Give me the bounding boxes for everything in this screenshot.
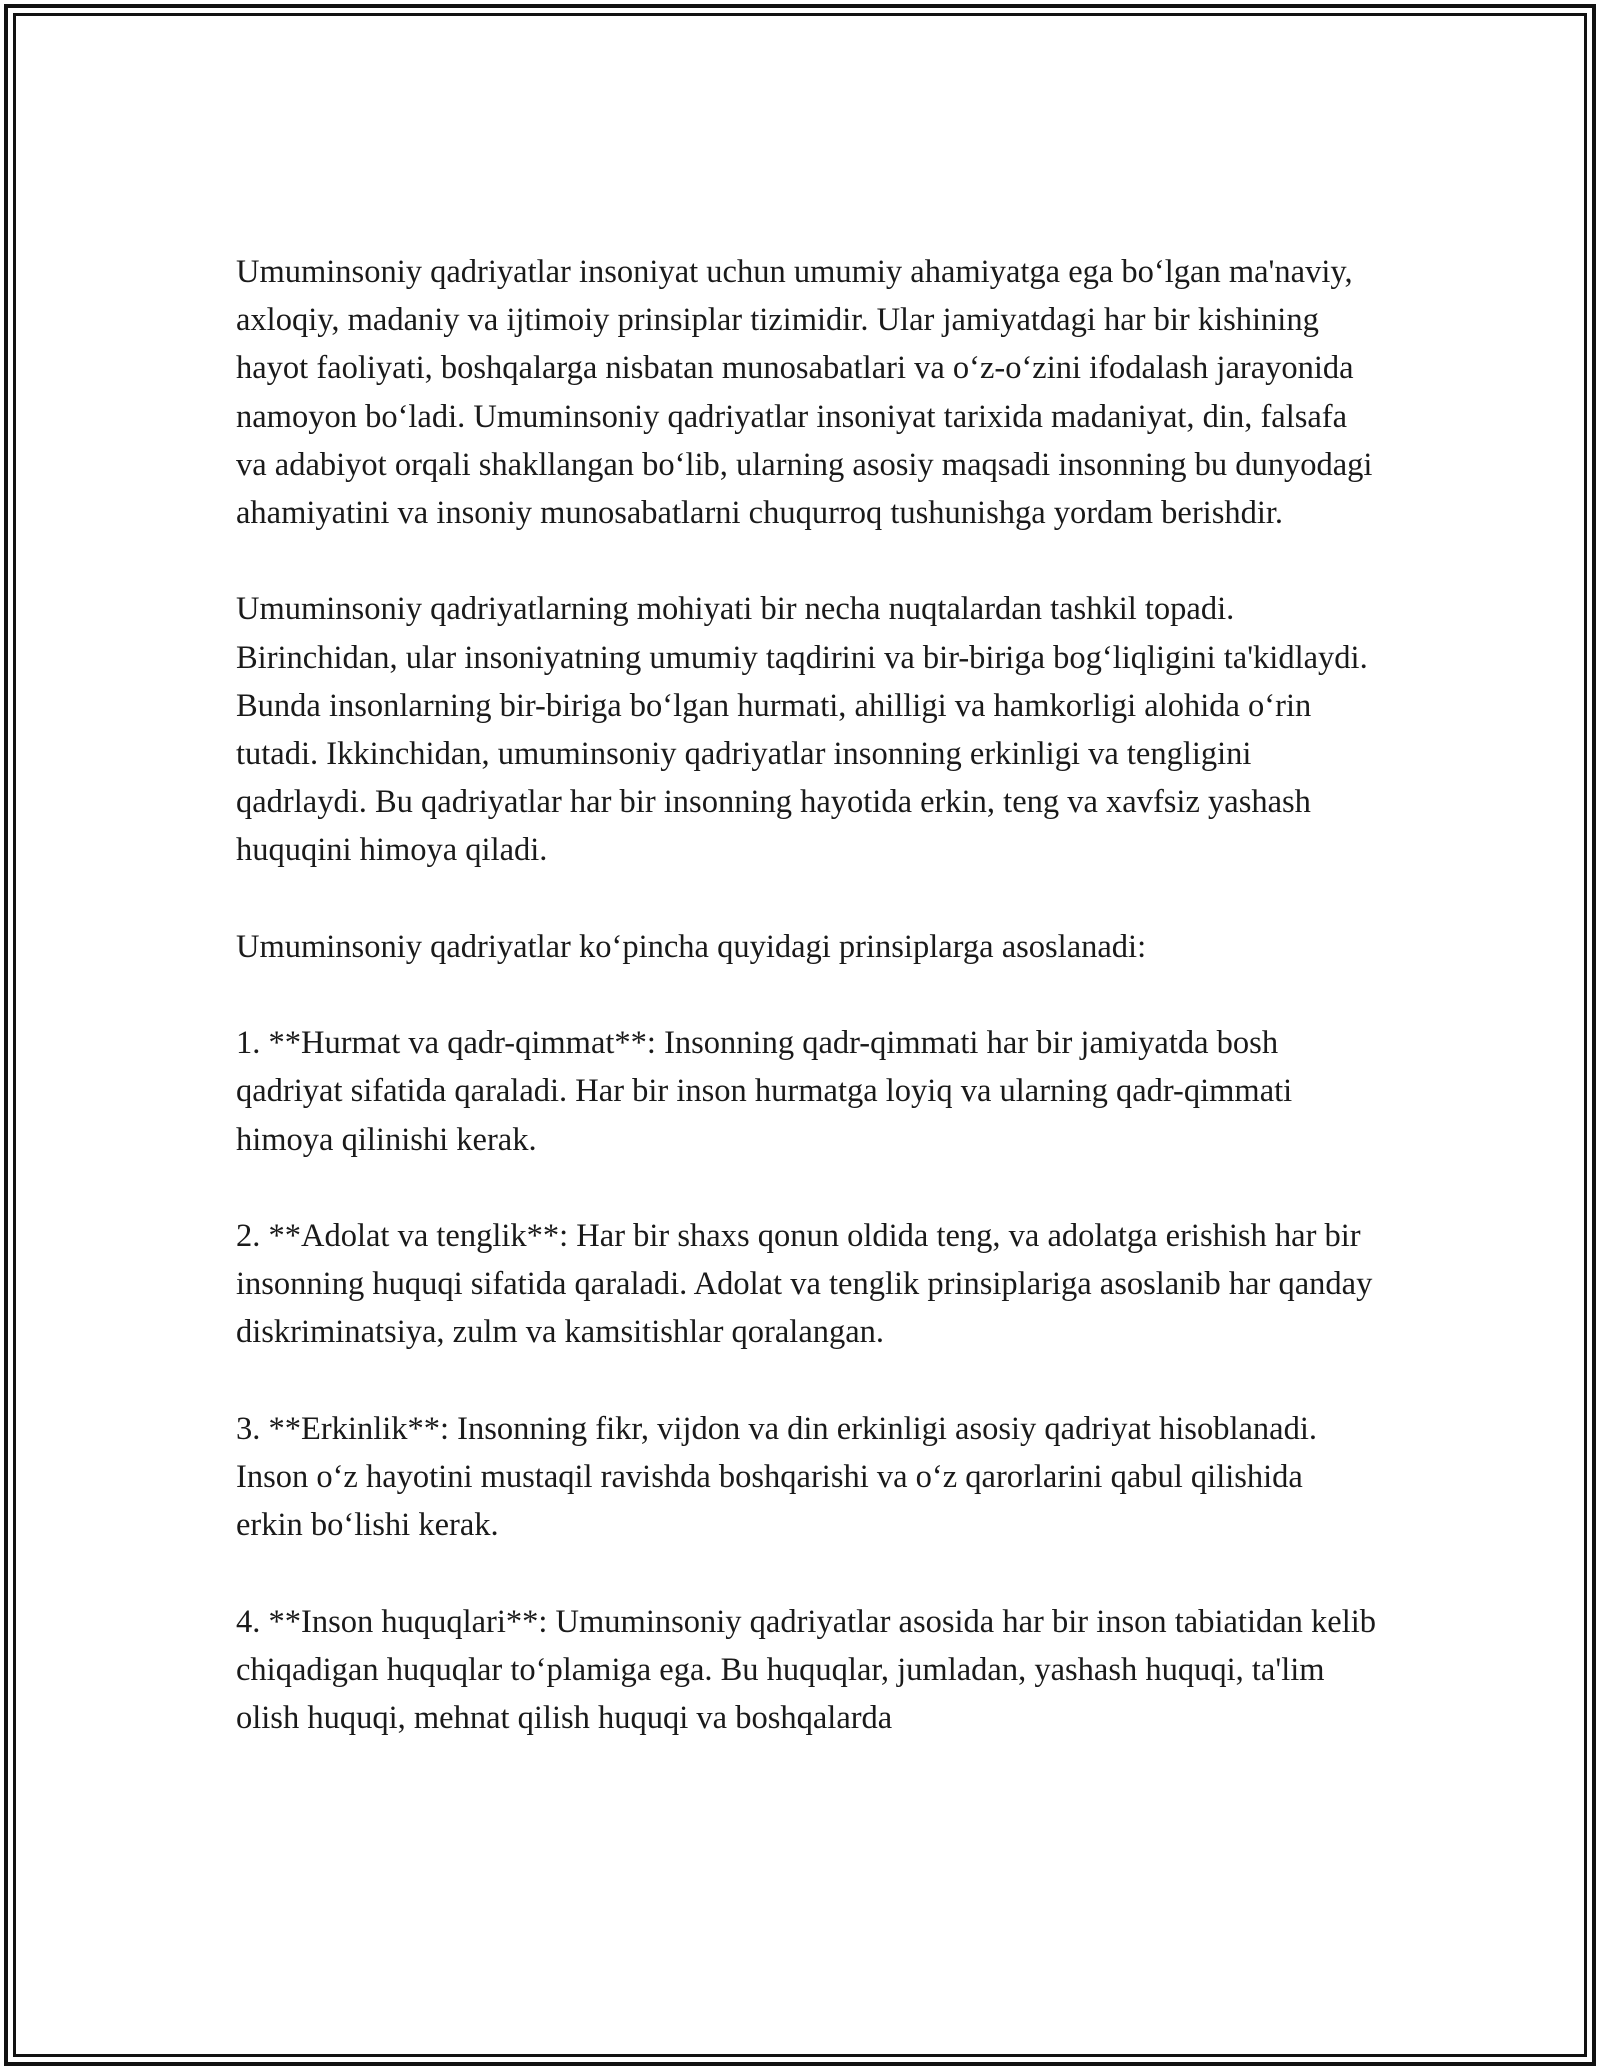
- list-item-justice-equality: 2. **Adolat va tenglik**: Har bir shaxs qonun oldida teng, va adolatga erishish har bir insonning huquqi sifatida qaraladi. Adolat va tenglik prinsiplariga asoslanib har qanday diskriminatsiya, zulm va kamsitishlar qoralangan.: [236, 1218, 1373, 1351]
- list-item-respect-dignity: 1. **Hurmat va qadr-qimmat**: Insonning qadr-qimmati har bir jamiyatda bosh qadriyat sifatida qaraladi. Har bir inson hurmatga loyiq va ularning qadr-qimmati himoya qilinishi kerak.: [236, 1025, 1293, 1158]
- document-body: [236, 248, 1376, 1790]
- list-item-freedom: 3. **Erkinlik**: Insonning fikr, vijdon va din erkinligi asosiy qadriyat hisoblanadi. Inson o‘z hayotini mustaqil ravishda boshqarishi va o‘z qarorlarini qabul qilishida erkin bo‘lishi kerak.: [236, 1410, 1317, 1544]
- paragraph-intro: Umuminsoniy qadriyatlar insoniyat uchun umumiy ahamiyatga ega bo‘lgan ma'naviy, axloqiy, madaniy va ijtimoiy prinsiplar tizimidir. Ular jamiyatdagi har bir kishining hayot faoliyati, boshqalarga nisbatan munosabatlari va o‘z-o‘zini ifodalash jarayonida namoyon bo‘ladi. Umuminsoniy qadriyatlar insoniyat tarixida madaniyat, din, falsafa va adabiyot orqali shakllangan bo‘lib, ularning asosiy maqsadi insonning bu dunyodagi ahamiyatini va insoniy munosabatlarni chuqurroq tushunishga yordam berishdir.: [236, 254, 1373, 532]
- paragraph-essence: Umuminsoniy qadriyatlarning mohiyati bir necha nuqtalardan tashkil topadi. Birinchidan, ular insoniyatning umumiy taqdirini va bir-biriga bog‘liqligini ta'kidlaydi. Bunda insonlarning bir-biriga bo‘lgan hurmati, ahilligi va hamkorligi alohida o‘rin tutadi. Ikkinchidan, umuminsoniy qadriyatlar insonning erkinligi va tengligini qadrlaydi. Bu qadriyatlar har bir insonning hayotida erkin, teng va xavfsiz yashash huquqini himoya qiladi.: [236, 591, 1368, 869]
- paragraph-principles-lead: Umuminsoniy qadriyatlar ko‘pincha quyidagi prinsiplarga asoslanadi:: [236, 928, 1147, 965]
- list-item-human-rights: 4. **Inson huquqlari**: Umuminsoniy qadriyatlar asosida har bir inson tabiatidan kelib chiqadigan huquqlar to‘plamiga ega. Bu huquqlar, jumladan, yashash huquqi, ta'lim olish huquqi, mehnat qilish huquqi va boshqalarda: [236, 1603, 1377, 1736]
